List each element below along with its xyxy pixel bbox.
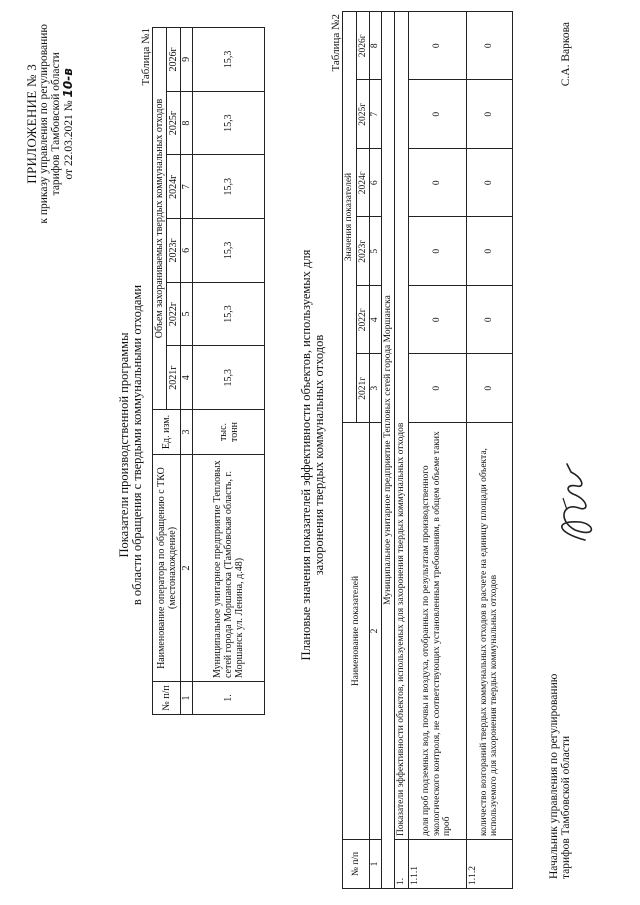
t2-header-values: Значения показателей <box>343 12 357 423</box>
t1-colnum: 7 <box>181 155 193 219</box>
t2-year: 2023г <box>356 217 370 286</box>
t2-colnum: 1 <box>370 840 382 889</box>
t2-colnum: 3 <box>370 354 382 423</box>
t2-row-value: 0 <box>408 286 466 355</box>
t1-colnum: 6 <box>181 219 193 283</box>
t2-row-value: 0 <box>466 12 512 81</box>
t2-row-value: 0 <box>466 286 512 355</box>
signatory-position-line1: Начальник управления по регулированию <box>548 673 560 879</box>
table-row <box>395 12 409 889</box>
t1-header-name: Наименование оператора по обращению с ТКО (местонахождение) <box>153 455 181 682</box>
t2-colnum: 5 <box>370 217 382 286</box>
t2-year: 2022г <box>356 286 370 355</box>
table1-label: Таблица №1 <box>140 28 152 86</box>
table1 <box>152 27 265 715</box>
appendix-title: ПРИЛОЖЕНИЕ № 3 <box>24 63 39 184</box>
t1-colnum: 1 <box>181 682 193 715</box>
t2-row-value: 0 <box>466 149 512 218</box>
t2-row-value: 0 <box>466 80 512 149</box>
program-title-line2: в области обращения с твердыми коммунальными отходами <box>130 284 144 606</box>
t1-row-value: 15,3 <box>193 219 265 283</box>
t1-colnum: 4 <box>181 346 193 410</box>
t2-section-text: Показатели эффективности объектов, используемых для захоронения твердых коммунальных отходов <box>395 12 409 840</box>
table-row <box>466 12 512 889</box>
t2-year: 2025г <box>356 80 370 149</box>
appendix-line3: тарифов Тамбовской области <box>50 52 62 196</box>
t1-row-name: Муниципальное унитарное предприятие Тепловых сетей города Моршанска (Тамбовская область, г. Моршанск ул. Ленина, д.48) <box>193 455 265 682</box>
t2-row-text: доля проб подземных вод, почвы и воздуха, отобранных по результатам производственного экологического контроля, не соответствующих установленным требованиям, в общем объеме таких проб <box>408 423 466 840</box>
t2-row-value: 0 <box>466 217 512 286</box>
handwritten-number: 10-в <box>61 68 75 98</box>
t1-header-unit: Ед. изм. <box>153 410 181 455</box>
program-title <box>118 125 144 765</box>
t2-row-value: 0 <box>466 354 512 423</box>
t2-row-value: 0 <box>408 80 466 149</box>
t2-year: 2026г <box>356 12 370 81</box>
t2-colnum: 4 <box>370 286 382 355</box>
table-row <box>408 12 466 889</box>
t2-colnum: 2 <box>370 423 382 840</box>
t1-row-value: 15,3 <box>193 155 265 219</box>
t1-row-value: 15,3 <box>193 28 265 92</box>
t2-section-num: 1. <box>395 840 409 889</box>
t1-colnum: 9 <box>181 28 193 92</box>
t2-header-name: Наименование показателей <box>343 423 370 840</box>
signatory-position-line2: тарифов Тамбовской области <box>560 735 572 879</box>
t1-year: 2025г <box>167 91 181 155</box>
t2-row-num: 1.1.2 <box>466 840 512 889</box>
t2-row-value: 0 <box>408 149 466 218</box>
t1-row-value: 15,3 <box>193 91 265 155</box>
t1-year: 2023г <box>167 219 181 283</box>
t1-row-value: 15,3 <box>193 282 265 346</box>
t2-colnum: 8 <box>370 12 382 81</box>
t1-header-num: № п/п <box>153 682 181 715</box>
t1-row-value: 15,3 <box>193 346 265 410</box>
t1-colnum: 5 <box>181 282 193 346</box>
t2-org-row: Муниципальное унитарное предприятие Тепловых сетей города Моршанска <box>381 12 395 889</box>
t2-row-text: количество возгораний твердых коммунальных отходов в расчете на единицу площади объекта, используемого для захоронения твердых коммунальных отходов <box>466 423 512 840</box>
t2-year: 2024г <box>356 149 370 218</box>
t2-header-num: № п/п <box>343 840 370 889</box>
efficiency-title-line2: захоронения твердых коммунальных отходов <box>312 334 326 576</box>
table-row <box>193 28 265 715</box>
table2-label: Таблица №2 <box>330 14 342 72</box>
t1-colnum: 3 <box>181 410 193 455</box>
t1-year: 2024г <box>167 155 181 219</box>
t1-colnum: 2 <box>181 455 193 682</box>
t1-colnum: 8 <box>181 91 193 155</box>
signature-image <box>545 450 605 550</box>
t1-row-num: 1. <box>193 682 265 715</box>
t1-year: 2022г <box>167 282 181 346</box>
appendix-date: от 22.03.2021 № <box>63 100 75 180</box>
t2-row-num: 1.1.1 <box>408 840 466 889</box>
t2-year: 2021г <box>356 354 370 423</box>
t2-row-value: 0 <box>408 12 466 81</box>
t2-colnum: 6 <box>370 149 382 218</box>
t1-year: 2026г <box>167 28 181 92</box>
appendix-line2: к приказу управления по регулированию <box>38 24 50 224</box>
efficiency-title-line1: Плановые значения показателей эффективности объектов, используемых для <box>299 249 313 661</box>
t1-header-volume: Объем захораниваемых твердых коммунальных отходов <box>153 28 167 410</box>
efficiency-title <box>300 195 326 715</box>
table2 <box>342 11 513 889</box>
t2-row-value: 0 <box>408 354 466 423</box>
program-title-line1: Показатели производственной программы <box>117 332 131 558</box>
t1-year: 2021г <box>167 346 181 410</box>
t1-row-unit: тыс. тонн <box>193 410 265 455</box>
t2-colnum: 7 <box>370 80 382 149</box>
table-row <box>381 12 395 889</box>
signatory-position <box>548 674 572 879</box>
t2-row-value: 0 <box>408 217 466 286</box>
appendix-line4 <box>62 24 75 224</box>
appendix-header <box>26 24 75 224</box>
signatory-name: С.А. Варкова <box>560 22 572 87</box>
